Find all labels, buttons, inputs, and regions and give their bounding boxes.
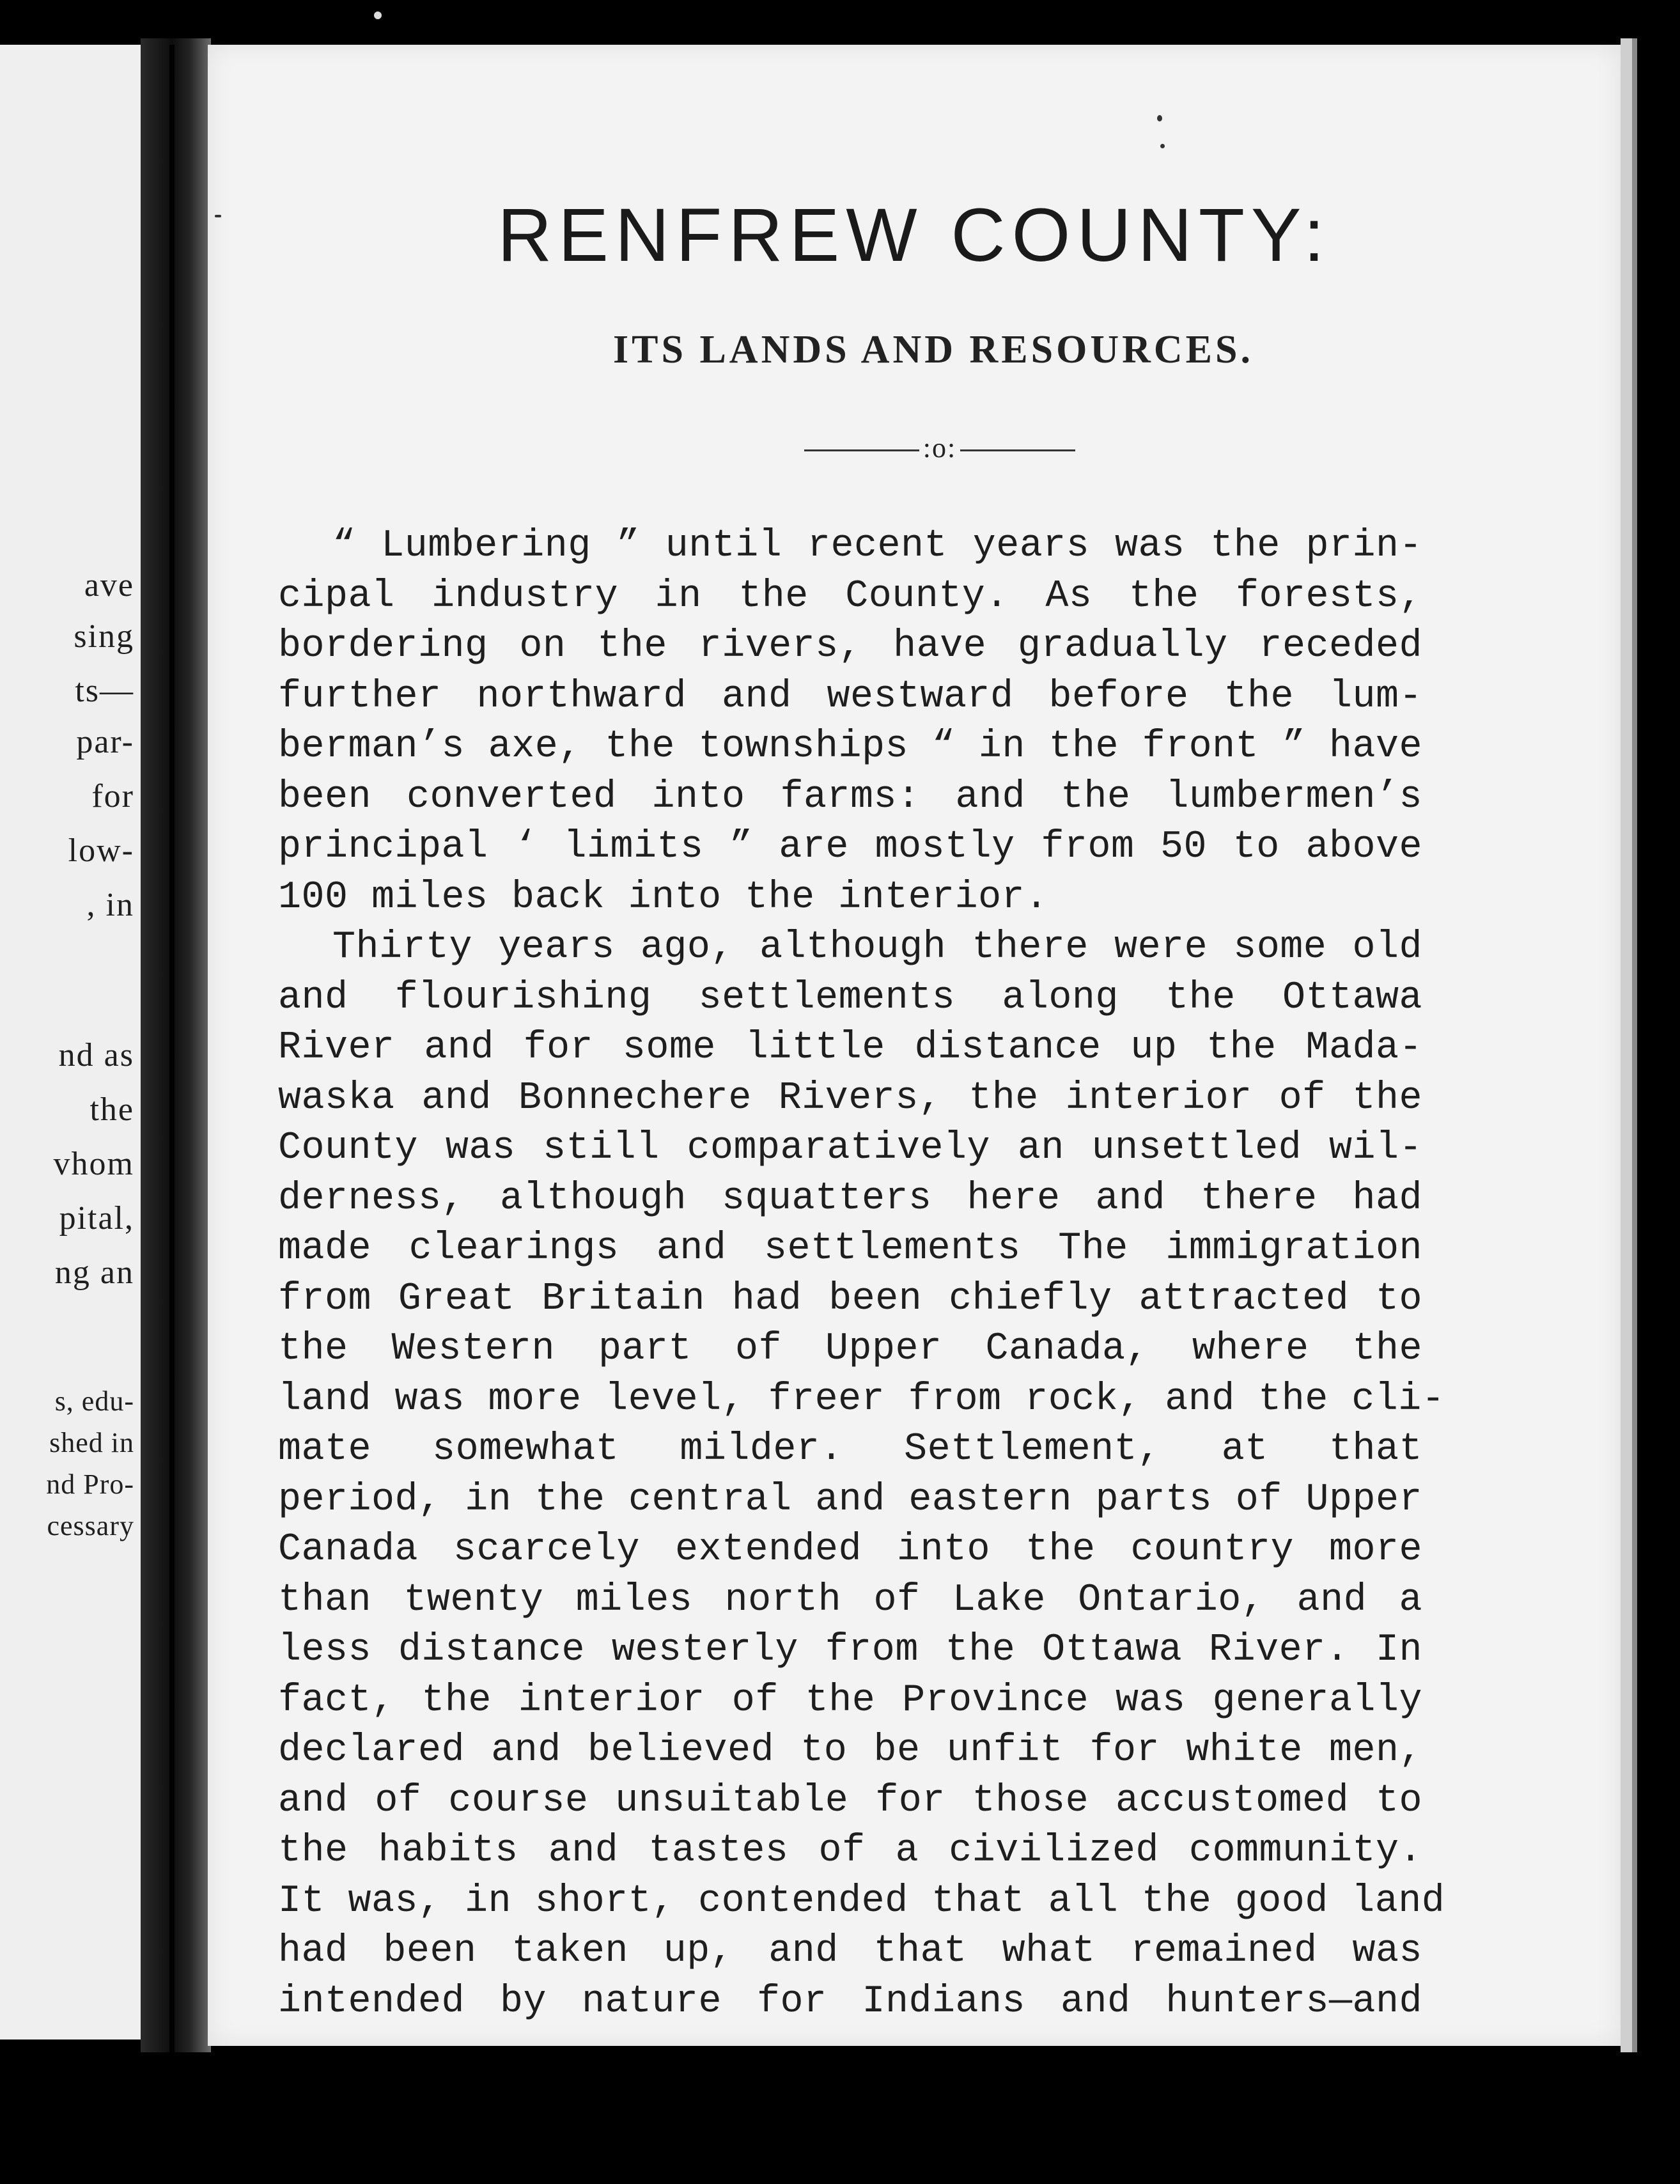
text-line: waska and Bonnechere Rivers, the interior of the <box>278 1076 1422 1120</box>
text-line: less distance westerly from the Ottawa River. In <box>278 1628 1422 1672</box>
text-line: had been taken up, and that what remained was <box>278 1930 1422 1973</box>
left-fragment: for <box>91 778 134 815</box>
text-line: derness, although squatters here and there had <box>278 1176 1422 1221</box>
left-fragment: ts— <box>75 673 134 709</box>
text-line: principal ‘ limits ” are mostly from 50 to above <box>278 825 1422 869</box>
text-line: from Great Britain had been chiefly attracted to <box>278 1277 1422 1321</box>
text-line: Thirty years ago, although there were some old <box>332 926 1422 969</box>
ink-speck <box>374 12 382 19</box>
text-line: Canada scarcely extended into the country more <box>278 1528 1422 1572</box>
text-line: and flourishing settlements along the Ottawa <box>278 976 1422 1020</box>
text-line: 100 miles back into the interior. <box>278 875 1048 919</box>
ink-speck <box>215 215 221 217</box>
left-fragment: cessary <box>47 1510 134 1541</box>
text-line: mate somewhat milder. Settlement, at that <box>278 1428 1422 1471</box>
left-fragment: nd as <box>58 1037 134 1073</box>
left-fragment: ng an <box>54 1254 134 1291</box>
text-line: berman’s axe, the townships “ in the front ” have <box>278 725 1422 768</box>
divider-rule-right <box>960 449 1075 451</box>
text-line: declared and believed to be unfit for white men, <box>278 1729 1422 1772</box>
left-fragment: s, edu- <box>54 1385 134 1417</box>
text-line: land was more level, freer from rock, and the cli- <box>278 1377 1445 1421</box>
main-page <box>208 45 1621 2046</box>
text-line: bordering on the rivers, have gradually receded <box>278 625 1422 668</box>
text-line: County was still comparatively an unsettled wil- <box>278 1127 1422 1170</box>
page-title: RENFREW COUNTY: <box>497 193 1331 277</box>
page-subtitle: ITS LANDS AND RESOURCES. <box>612 328 1254 371</box>
text-line: intended by nature for Indians and hunters—and <box>278 1979 1422 2024</box>
text-line: further northward and westward before the lum- <box>278 675 1422 719</box>
text-line: It was, in short, contended that all the good land <box>278 1879 1445 1923</box>
text-line: cipal industry in the County. As the forests, <box>278 574 1422 618</box>
body-text <box>278 521 1445 2027</box>
text-line: River and for some little distance up the Mada- <box>278 1026 1422 1070</box>
ink-speck <box>1157 115 1162 121</box>
section-divider <box>208 432 1621 464</box>
text-line: period, in the central and eastern parts of Upper <box>278 1478 1422 1522</box>
previous-page-fragment <box>0 45 141 2040</box>
text-line: been converted into farms: and the lumbermen’s <box>278 775 1422 819</box>
text-line: than twenty miles north of Lake Ontario, and a <box>278 1578 1422 1622</box>
left-fragment: vhom <box>53 1146 134 1182</box>
divider-mark: :o: <box>922 432 957 464</box>
left-fragment: the <box>89 1091 134 1128</box>
page-edge <box>1621 38 1632 2052</box>
divider-rule-left <box>804 449 919 451</box>
text-line: made clearings and settlements The immigration <box>278 1227 1422 1270</box>
left-fragment: sing <box>74 618 134 655</box>
text-line: and of course unsuitable for those accustomed to <box>278 1779 1422 1823</box>
ink-speck <box>1160 144 1165 148</box>
left-fragment: low- <box>68 832 134 869</box>
left-fragment: shed in <box>49 1427 134 1458</box>
left-fragment: par- <box>76 724 134 760</box>
left-fragment: nd Pro- <box>46 1469 134 1500</box>
text-line: the habits and tastes of a civilized community. <box>278 1829 1422 1873</box>
text-line: “ Lumbering ” until recent years was the prin- <box>332 524 1422 568</box>
text-line: fact, the interior of the Province was generally <box>278 1678 1422 1722</box>
page-edge-shadow <box>1632 38 1637 2052</box>
text-line: the Western part of Upper Canada, where the <box>278 1327 1422 1371</box>
book-spine <box>169 45 175 2052</box>
left-fragment: , in <box>86 887 134 923</box>
left-fragment: pital, <box>59 1200 134 1236</box>
left-fragment: ave <box>84 567 134 604</box>
page-gutter <box>141 38 211 2052</box>
